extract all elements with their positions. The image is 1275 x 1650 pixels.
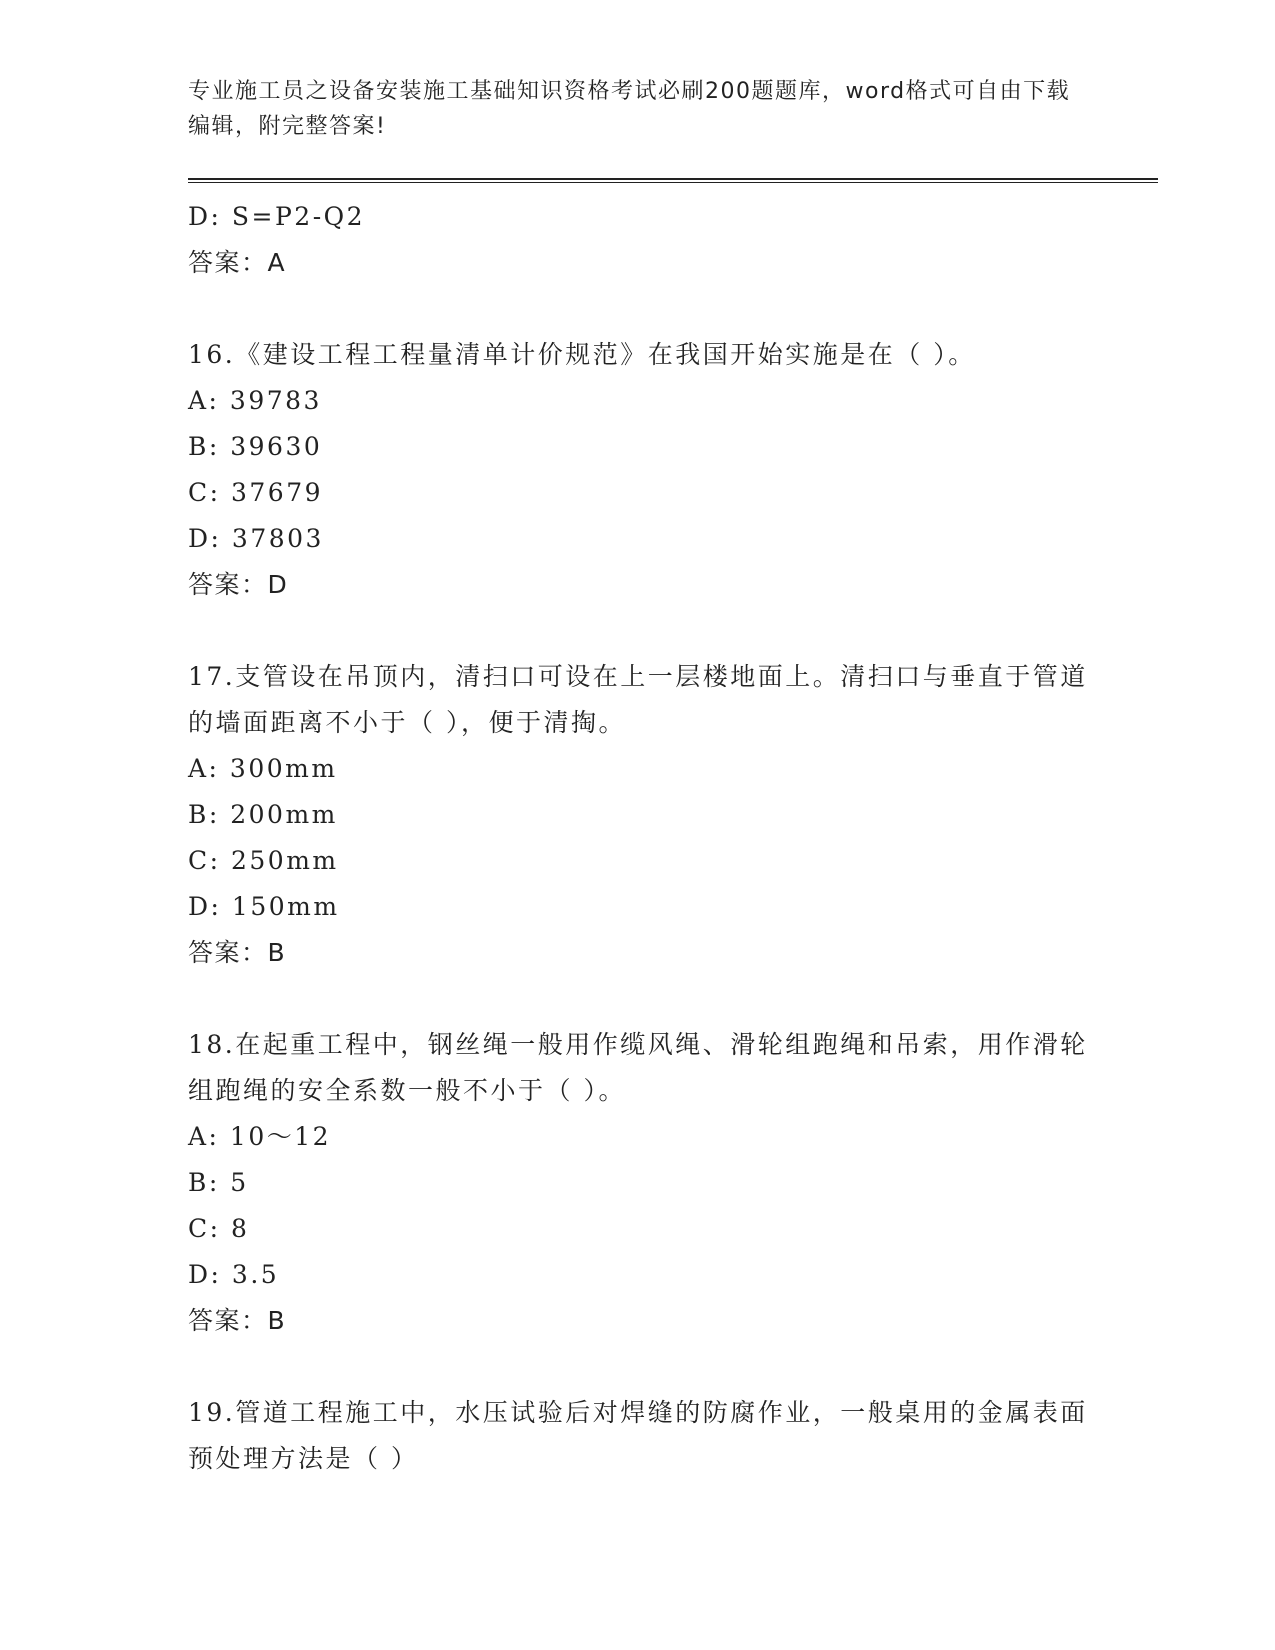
answer: 答案：B bbox=[188, 1306, 287, 1335]
option-b: B: 5 bbox=[188, 1168, 249, 1197]
header-divider bbox=[188, 178, 1158, 183]
option-c: C: 37679 bbox=[188, 478, 324, 507]
question-16 bbox=[188, 332, 1088, 608]
answer: 答案：D bbox=[188, 570, 289, 599]
answer: 答案：B bbox=[188, 938, 287, 967]
document-header: 专业施工员之设备安装施工基础知识资格考试必刷200题题库，word格式可自由下载编辑，附完整答案! bbox=[188, 79, 1071, 139]
option-b: B: 200mm bbox=[188, 800, 338, 829]
option-c: C: 250mm bbox=[188, 846, 339, 875]
question-stem: 18.在起重工程中，钢丝绳一般用作缆风绳、滑轮组跑绳和吊索，用作滑轮组跑绳的安全系数一般不小于（ ）。 bbox=[188, 1030, 1088, 1105]
prev-answer: 答案：A bbox=[188, 248, 287, 277]
option-d: D: 3.5 bbox=[188, 1260, 280, 1289]
question-17 bbox=[188, 654, 1088, 976]
question-stem: 19.管道工程施工中，水压试验后对焊缝的防腐作业，一般桌用的金属表面预处理方法是（ ） bbox=[188, 1398, 1088, 1473]
option-d: D: 37803 bbox=[188, 524, 324, 553]
option-c: C: 8 bbox=[188, 1214, 250, 1243]
question-stem: 17.支管设在吊顶内，清扫口可设在上一层楼地面上。清扫口与垂直于管道的墙面距离不小于（ ），便于清掏。 bbox=[188, 662, 1088, 737]
question-19 bbox=[188, 1390, 1088, 1482]
option-a: A: 10～12 bbox=[188, 1122, 332, 1151]
prev-option-d: D: S=P2-Q2 bbox=[188, 202, 366, 231]
option-d: D: 150mm bbox=[188, 892, 340, 921]
question-18 bbox=[188, 1022, 1088, 1344]
question-content bbox=[188, 194, 1088, 1482]
option-a: A: 300mm bbox=[188, 754, 338, 783]
option-a: A: 39783 bbox=[188, 386, 322, 415]
option-b: B: 39630 bbox=[188, 432, 323, 461]
question-stem: 16.《建设工程工程量清单计价规范》在我国开始实施是在（ ）。 bbox=[188, 340, 976, 369]
